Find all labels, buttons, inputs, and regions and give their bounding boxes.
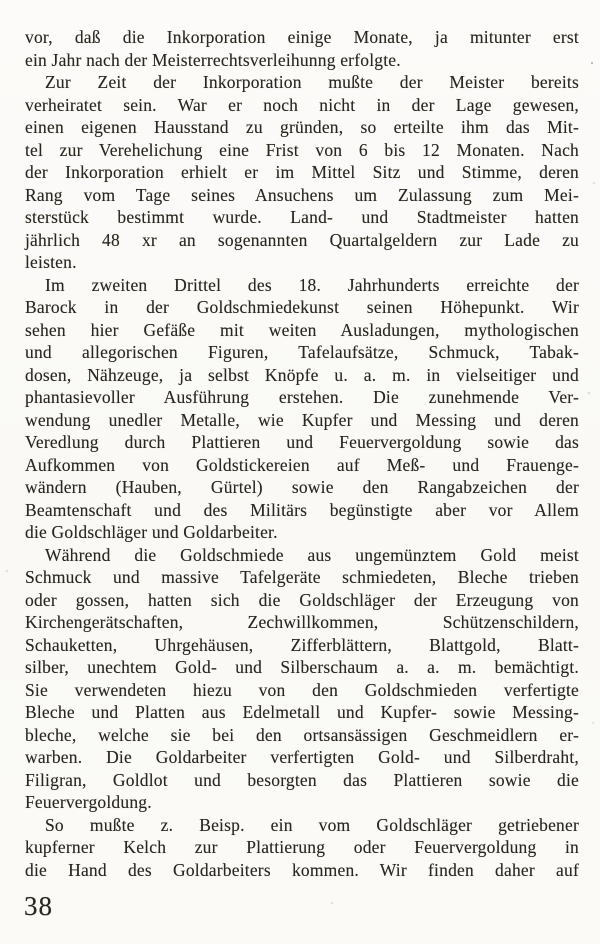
text-line: verheiratet sein. War er noch nicht in der Lage gewesen, [25, 94, 579, 115]
scan-artifact [591, 62, 593, 64]
text-line-paragraph-start: Im zweiten Drittel des 18. Jahrhunderts erreichte der [45, 274, 579, 295]
text-line: wendung unedler Metalle, wie Kupfer und Messing und deren [25, 409, 579, 430]
text-line: Schauketten, Uhrgehäusen, Zifferblättern, Blattgold, Blatt- [25, 634, 579, 655]
text-line: oder gossen, hatten sich die Goldschläger der Erzeugung von [25, 589, 579, 610]
text-line: der Inkorporation erhielt er im Mittel Sitz und Stimme, deren [25, 162, 579, 182]
text-line: Veredlung durch Plattieren und Feuervergoldung sowie das [25, 432, 579, 452]
page-number: 38 [24, 891, 53, 921]
text-line: leisten. [25, 252, 77, 272]
text-line: tel zur Verehelichung eine Frist von 6 bis 12 Monaten. Nach [25, 139, 579, 160]
text-line: vor, daß die Inkorporation einige Monate, ja mitunter erst [25, 27, 579, 47]
text-line: Bleche und Platten aus Edelmetall und Kupfer- sowie Messing- [25, 702, 579, 722]
text-line: Rang vom Tage seines Ansuchens um Zulassung zum Mei- [25, 184, 579, 205]
text-line: jährlich 48 xr an sogenannten Quartalgeldern zur Lade zu [25, 229, 579, 250]
text-line: Aufkommen von Goldstickereien auf Meß- und Frauenge- [25, 454, 579, 475]
text-line: bleche, welche sie bei den ortsansässigen Geschmeidlern er- [25, 724, 579, 745]
text-line: dosen, Nähzeuge, ja selbst Knöpfe u. a. m. in vielseitiger und [25, 364, 579, 385]
text-line: Schmuck und massive Tafelgeräte schmiedeten, Bleche trieben [25, 567, 579, 587]
text-line: phantasievoller Ausführung erstehen. Die zunehmende Ver- [25, 387, 579, 407]
text-line: einen eigenen Hausstand zu gründen, so erteilte ihm das Mit- [25, 117, 579, 137]
text-line: die Hand des Goldarbeiters kommen. Wir finden daher auf [25, 859, 579, 880]
text-line: kupferner Kelch zur Plattierung oder Feuervergoldung in [25, 837, 579, 857]
text-line: Feuervergoldung. [25, 792, 152, 812]
text-line: sehen hier Gefäße mit weiten Ausladungen, mythologischen [25, 319, 579, 340]
text-line: Beamtenschaft und des Militärs begünstigte aber vor Allem [25, 499, 579, 520]
text-line-paragraph-start: Während die Goldschmiede aus ungemünztem Gold meist [45, 544, 579, 565]
text-line: und allegorischen Figuren, Tafelaufsätze, Schmuck, Tabak- [25, 342, 579, 362]
text-line-paragraph-start: Zur Zeit der Inkorporation mußte der Meister bereits [45, 72, 579, 92]
text-line: sterstück bestimmt wurde. Land- und Stadtmeister hatten [25, 207, 579, 227]
body-text [25, 26, 579, 881]
text-line: Sie verwendeten hiezu von den Goldschmieden verfertigte [25, 679, 579, 700]
text-line: warben. Die Goldarbeiter verfertigten Gold- und Silberdraht, [25, 747, 579, 767]
text-line-paragraph-start: So mußte z. Beisp. ein vom Goldschläger getriebener [45, 814, 579, 835]
text-line: Kirchengerätschaften, Zechwillkommen, Schützenschildern, [25, 612, 579, 632]
text-line: Filigran, Goldlot und besorgten das Plattieren sowie die [25, 769, 579, 790]
text-line: silber, unechtem Gold- und Silberschaum a. a. m. bemächtigt. [25, 657, 579, 677]
text-line: ein Jahr nach der Meisterrechtsverleihunng erfolgte. [25, 49, 401, 70]
text-line: Barock in der Goldschmiedekunst seinen Höhepunkt. Wir [25, 297, 579, 317]
text-line: die Goldschläger und Goldarbeiter. [25, 522, 278, 542]
text-line: wändern (Hauben, Gürtel) sowie den Rangabzeichen der [25, 477, 579, 497]
